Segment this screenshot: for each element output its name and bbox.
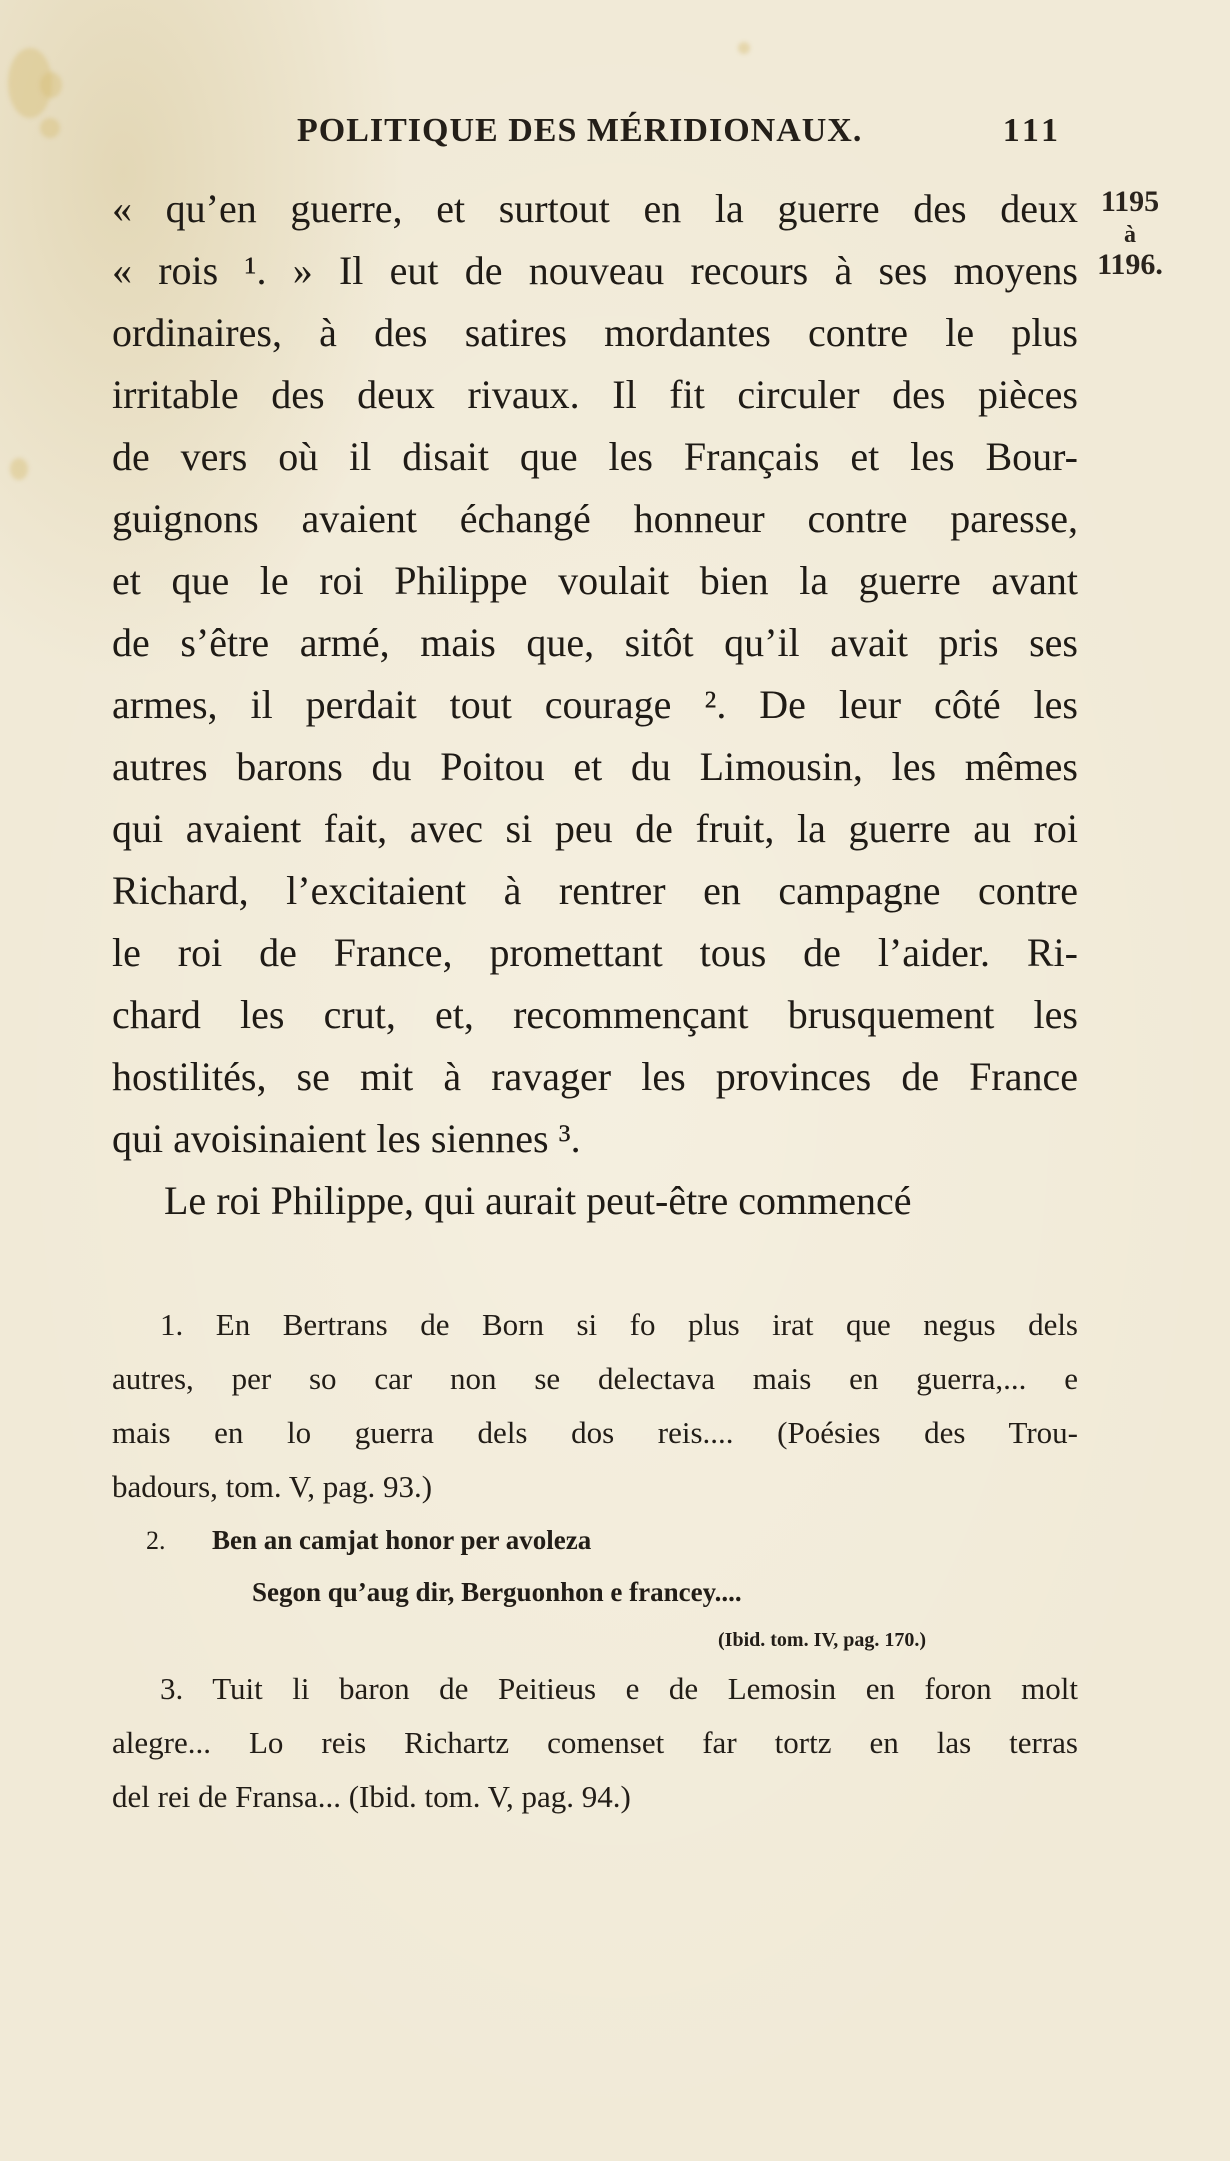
text-line: « qu’en guerre, et surtout en la guerre des deux xyxy=(112,186,1078,231)
text-line: armes, il perdait tout courage ². De leur côté les xyxy=(112,682,1078,727)
text-line: ordinaires, à des satires mordantes contre le plus xyxy=(112,310,1078,355)
text-line: hostilités, se mit à ravager les provinces de France xyxy=(112,1054,1078,1099)
footnote-1-line: 1. En Bertrans de Born si fo plus irat que negus dels xyxy=(160,1307,1078,1342)
footnote-2-number: 2. xyxy=(146,1526,166,1555)
footnote-3-line: del rei de Fransa... (Ibid. tom. V, pag. 94.) xyxy=(112,1779,631,1814)
paper-stain xyxy=(738,42,750,54)
running-title: POLITIQUE DES MÉRIDIONAUX. xyxy=(297,112,863,149)
footnote-2-verse-2: Segon qu’aug dir, Berguonhon e francey.... xyxy=(252,1577,742,1607)
paper-stain xyxy=(40,118,60,138)
text-line: et que le roi Philippe voulait bien la guerre avant xyxy=(112,558,1078,603)
text-line: « rois ¹. » Il eut de nouveau recours à ses moyens xyxy=(112,248,1078,293)
footnote-2 xyxy=(112,1514,1078,1662)
margin-date-range xyxy=(1085,182,1175,282)
text-line: chard les crut, et, recommençant brusquement les xyxy=(112,992,1078,1037)
footnote-2-reference: (Ibid. tom. IV, pag. 170.) xyxy=(718,1629,926,1651)
text-line: irritable des deux rivaux. Il fit circuler des pièces xyxy=(112,372,1078,417)
margin-date-connector: à xyxy=(1124,222,1136,248)
margin-year-end: 1196. xyxy=(1097,248,1163,281)
margin-year-start: 1195 xyxy=(1100,185,1160,218)
page-number: 111 xyxy=(1002,112,1062,149)
text-line: qui avoisinaient les siennes ³. xyxy=(112,1116,581,1161)
footnote-3-line: 3. Tuit li baron de Peitieus e de Lemosin en foron molt xyxy=(160,1671,1078,1706)
paper-stain xyxy=(10,458,28,480)
text-line: le roi de France, promettant tous de l’aider. Ri- xyxy=(112,930,1078,975)
text-line: de s’être armé, mais que, sitôt qu’il avait pris ses xyxy=(112,620,1078,665)
footnotes xyxy=(112,1298,1078,1824)
footnote-1-line: mais en lo guerra dels dos reis.... (Poésies des Trou- xyxy=(112,1415,1078,1450)
footnote-3 xyxy=(112,1662,1078,1824)
text-line: qui avaient fait, avec si peu de fruit, la guerre au roi xyxy=(112,806,1078,851)
footnote-1-line: autres, per so car non se delectava mais en guerra,... e xyxy=(112,1361,1078,1396)
footnote-3-line: alegre... Lo reis Richartz comenset far tortz en las terras xyxy=(112,1725,1078,1760)
footnote-2-verse-1 xyxy=(112,1514,1078,1566)
text-line: de vers où il disait que les Français et les Bour- xyxy=(112,434,1078,479)
footnote-2-verse-text: Ben an camjat honor per avoleza xyxy=(212,1525,592,1555)
footnote-1-line: badours, tom. V, pag. 93.) xyxy=(112,1469,433,1504)
text-line: autres barons du Poitou et du Limousin, les mêmes xyxy=(112,744,1078,789)
text-line: guignons avaient échangé honneur contre paresse, xyxy=(112,496,1078,541)
text-line: Richard, l’excitaient à rentrer en campagne contre xyxy=(112,868,1078,913)
paper-stain xyxy=(40,72,62,98)
main-text xyxy=(112,178,1078,1232)
running-header xyxy=(112,112,1062,162)
text-line: Le roi Philippe, qui aurait peut-être commencé xyxy=(164,1178,912,1223)
